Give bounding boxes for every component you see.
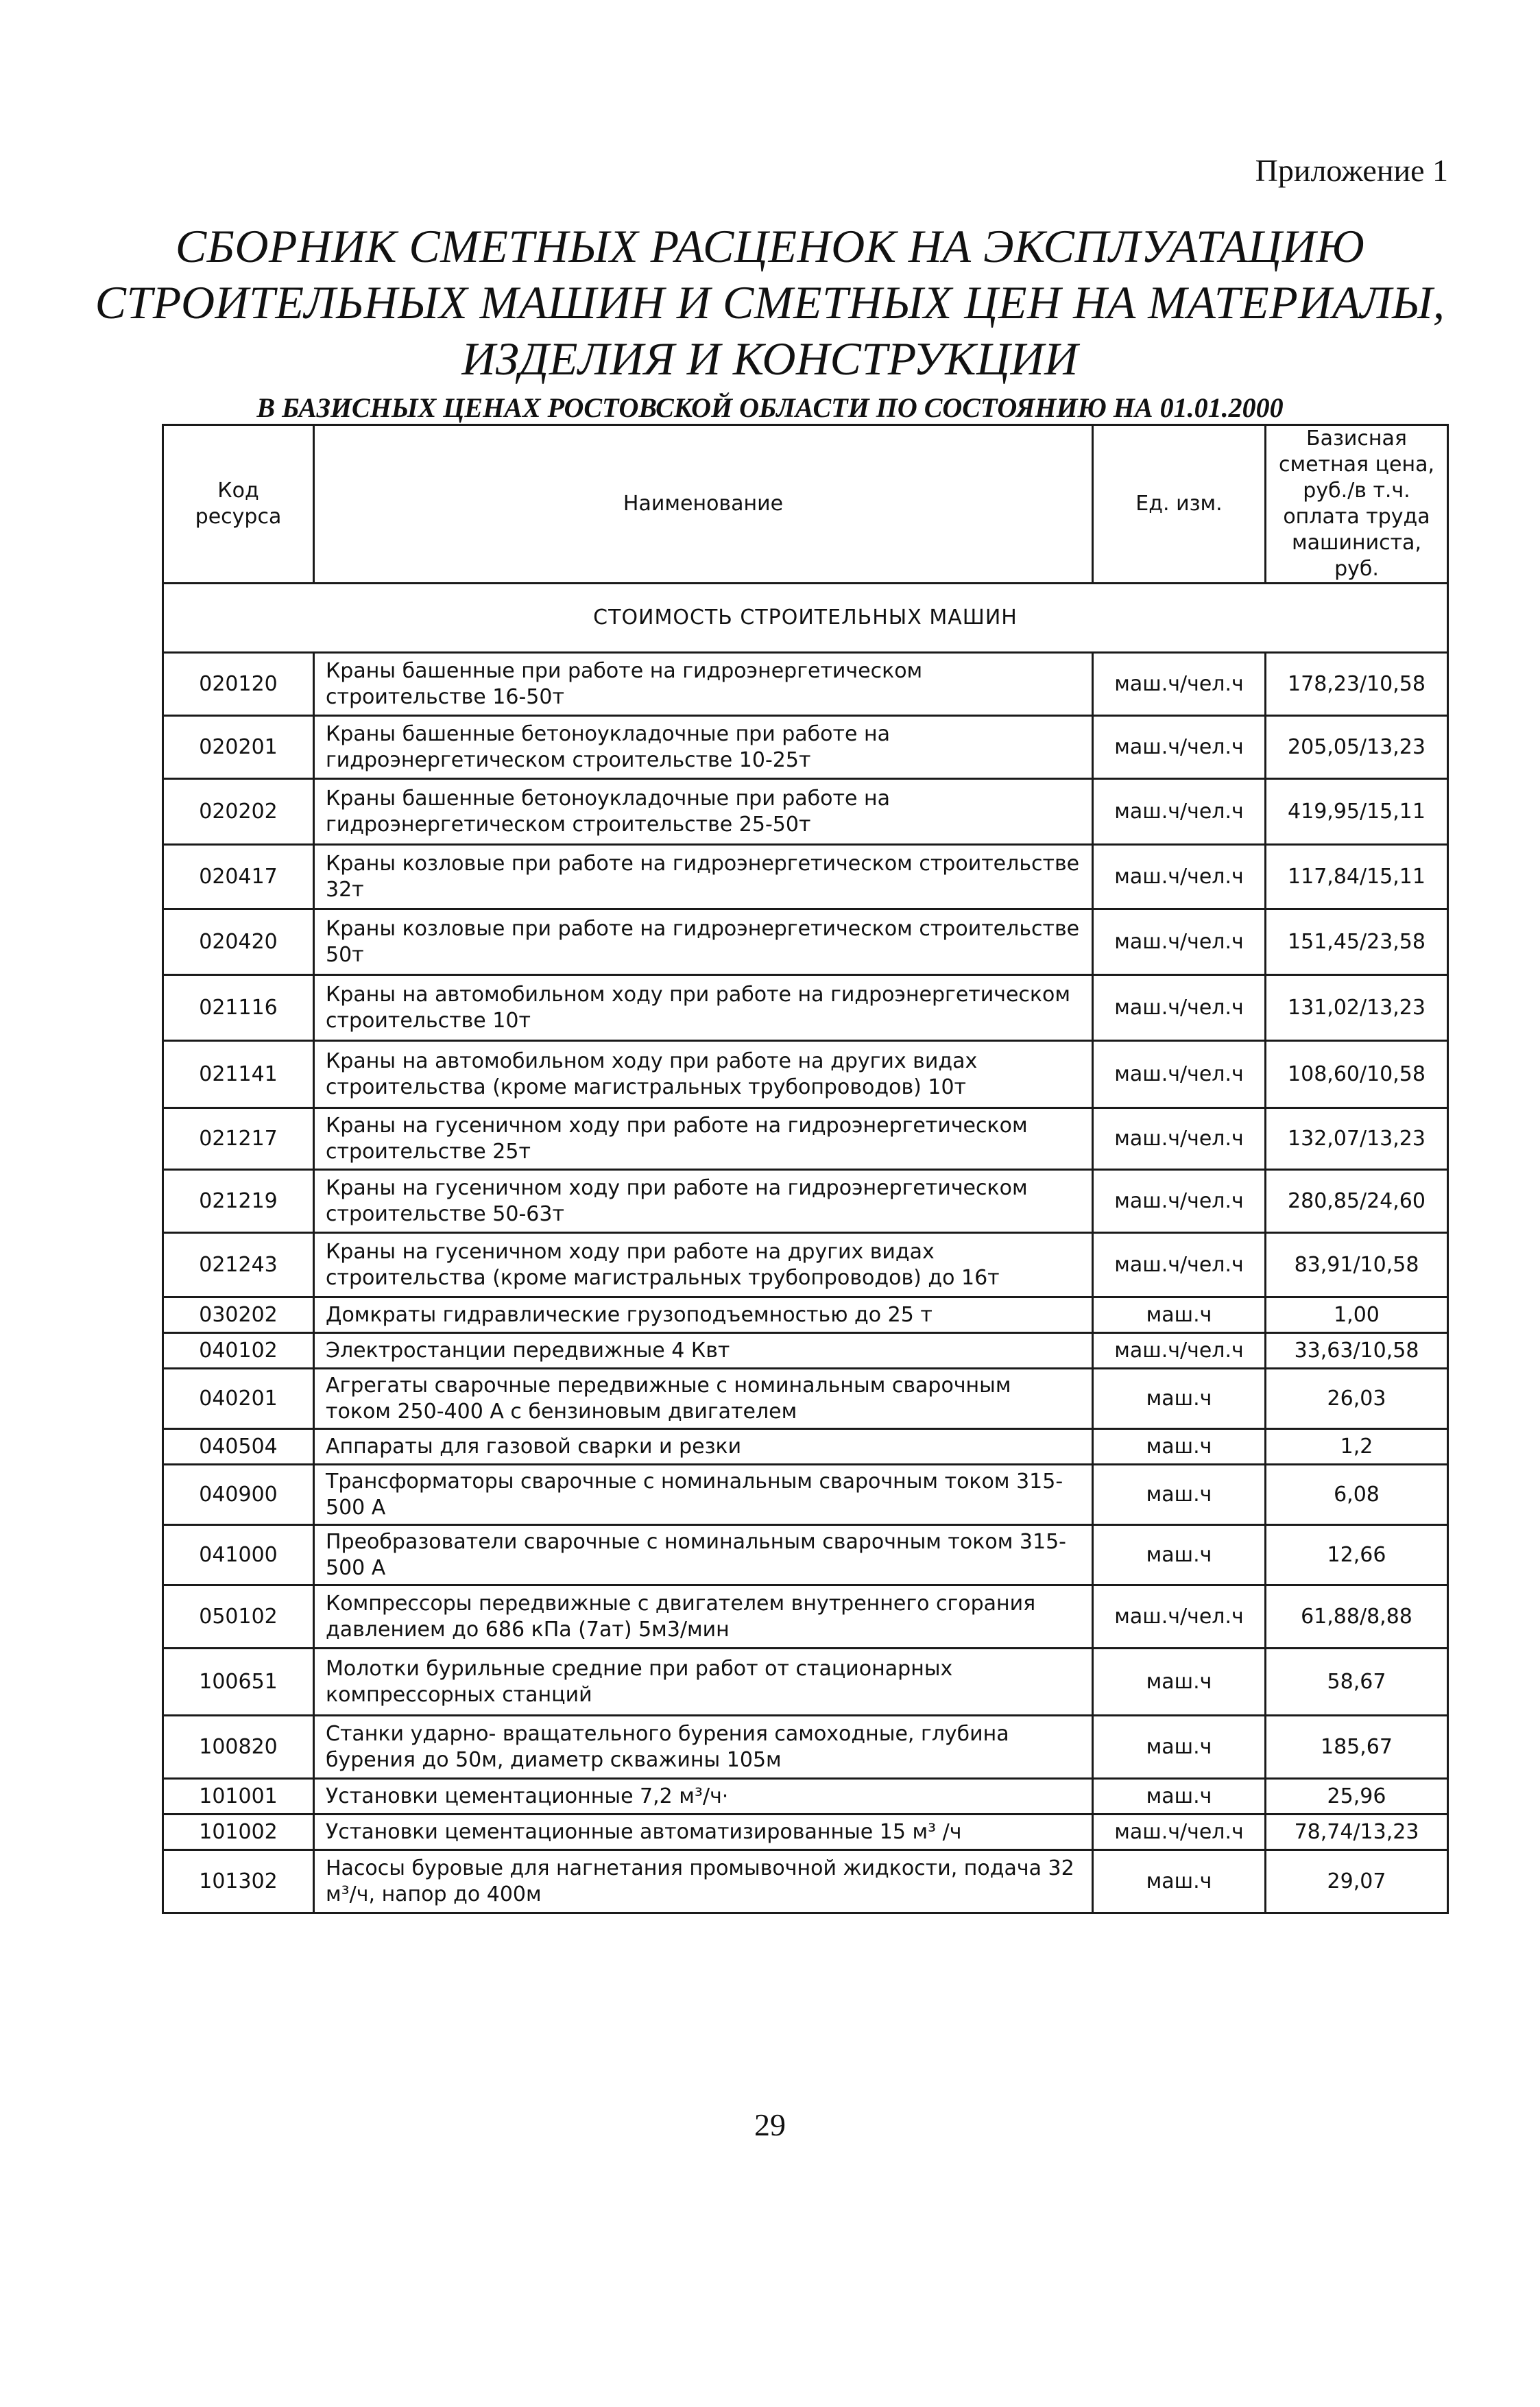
cell-price: 132,07/13,23 bbox=[1266, 1108, 1448, 1170]
cell-unit: маш.ч/чел.ч bbox=[1093, 1585, 1266, 1649]
table-row bbox=[163, 1465, 1448, 1525]
cell-code: 100651 bbox=[163, 1649, 314, 1716]
cell-code: 101001 bbox=[163, 1779, 314, 1815]
cell-code: 040900 bbox=[163, 1465, 314, 1525]
table-row bbox=[163, 1333, 1448, 1369]
table-row bbox=[163, 1649, 1448, 1716]
cell-unit: маш.ч/чел.ч bbox=[1093, 653, 1266, 716]
cell-price: 178,23/10,58 bbox=[1266, 653, 1448, 716]
cell-name: Краны на гусеничном ходу при работе на других видах строительства (кроме магистральных трубопроводов) до 16т bbox=[314, 1233, 1093, 1297]
cell-unit: маш.ч/чел.ч bbox=[1093, 1041, 1266, 1108]
cell-unit: маш.ч bbox=[1093, 1465, 1266, 1525]
section-title: СТОИМОСТЬ СТРОИТЕЛЬНЫХ МАШИН bbox=[163, 584, 1448, 653]
cell-unit: маш.ч bbox=[1093, 1779, 1266, 1815]
cell-code: 020120 bbox=[163, 653, 314, 716]
cell-code: 040102 bbox=[163, 1333, 314, 1369]
cell-name: Краны башенные бетоноукладочные при работе на гидроэнергетическом строительстве 10-25т bbox=[314, 716, 1093, 779]
page-number: 29 bbox=[754, 2107, 786, 2142]
cell-name: Краны на гусеничном ходу при работе на гидроэнергетическом строительстве 25т bbox=[314, 1108, 1093, 1170]
table-row bbox=[163, 1297, 1448, 1333]
cell-price: 1,00 bbox=[1266, 1297, 1448, 1333]
table-row bbox=[163, 1585, 1448, 1649]
title-block bbox=[0, 218, 1540, 429]
cell-price: 280,85/24,60 bbox=[1266, 1170, 1448, 1233]
cell-unit: маш.ч bbox=[1093, 1297, 1266, 1333]
cell-price: 6,08 bbox=[1266, 1465, 1448, 1525]
cell-name: Установки цементационные автоматизированные 15 м³ /ч bbox=[314, 1815, 1093, 1850]
cell-unit: маш.ч/чел.ч bbox=[1093, 975, 1266, 1041]
cell-unit: маш.ч bbox=[1093, 1850, 1266, 1913]
table-row bbox=[163, 653, 1448, 716]
cell-price: 61,88/8,88 bbox=[1266, 1585, 1448, 1649]
table-row bbox=[163, 845, 1448, 909]
table-row bbox=[163, 779, 1448, 845]
column-header-name: Наименование bbox=[314, 425, 1093, 584]
cell-name: Краны козловые при работе на гидроэнергетическом строительстве 50т bbox=[314, 909, 1093, 975]
table-header-row bbox=[163, 425, 1448, 584]
cell-code: 020201 bbox=[163, 716, 314, 779]
cell-name: Краны козловые при работе на гидроэнергетическом строительстве 32т bbox=[314, 845, 1093, 909]
column-header-price: Базисная сметная цена, руб./в т.ч. оплата труда машиниста, руб. bbox=[1266, 425, 1448, 584]
cell-price: 26,03 bbox=[1266, 1369, 1448, 1429]
table-row bbox=[163, 1779, 1448, 1815]
cell-unit: маш.ч/чел.ч bbox=[1093, 716, 1266, 779]
cell-code: 021217 bbox=[163, 1108, 314, 1170]
cell-code: 020202 bbox=[163, 779, 314, 845]
cell-price: 205,05/13,23 bbox=[1266, 716, 1448, 779]
cell-code: 021219 bbox=[163, 1170, 314, 1233]
cell-code: 101302 bbox=[163, 1850, 314, 1913]
cell-name: Краны на автомобильном ходу при работе на других видах строительства (кроме магистральных трубопроводов) 10т bbox=[314, 1041, 1093, 1108]
cell-price: 1,2 bbox=[1266, 1429, 1448, 1465]
cell-name: Краны на гусеничном ходу при работе на гидроэнергетическом строительстве 50-63т bbox=[314, 1170, 1093, 1233]
cell-unit: маш.ч/чел.ч bbox=[1093, 1170, 1266, 1233]
cell-name: Преобразователи сварочные с номинальным сварочным током 315-500 А bbox=[314, 1525, 1093, 1585]
cell-name: Молотки бурильные средние при работ от стационарных компрессорных станций bbox=[314, 1649, 1093, 1716]
cell-code: 030202 bbox=[163, 1297, 314, 1333]
cell-unit: маш.ч bbox=[1093, 1649, 1266, 1716]
table-row bbox=[163, 1041, 1448, 1108]
table-row bbox=[163, 1233, 1448, 1297]
cell-code: 021243 bbox=[163, 1233, 314, 1297]
cell-name: Компрессоры передвижные с двигателем внутреннего сгорания давлением до 686 кПа (7ат) 5м3/мин bbox=[314, 1585, 1093, 1649]
table-row bbox=[163, 1108, 1448, 1170]
table-row bbox=[163, 1369, 1448, 1429]
cell-name: Станки ударно- вращательного бурения самоходные, глубина бурения до 50м, диаметр скважины 105м bbox=[314, 1716, 1093, 1779]
cell-price: 419,95/15,11 bbox=[1266, 779, 1448, 845]
table-row bbox=[163, 1170, 1448, 1233]
table-row bbox=[163, 1850, 1448, 1913]
cell-price: 12,66 bbox=[1266, 1525, 1448, 1585]
cell-code: 040504 bbox=[163, 1429, 314, 1465]
subtitle: В БАЗИСНЫХ ЦЕНАХ РОСТОВСКОЙ ОБЛАСТИ ПО СОСТОЯНИЮ НА 01.01.2000 bbox=[256, 392, 1284, 423]
cell-unit: маш.ч bbox=[1093, 1525, 1266, 1585]
cell-unit: маш.ч/чел.ч bbox=[1093, 779, 1266, 845]
cell-unit: маш.ч/чел.ч bbox=[1093, 1815, 1266, 1850]
cell-name: Насосы буровые для нагнетания промывочной жидкости, подача 32 м³/ч, напор до 400м bbox=[314, 1850, 1093, 1913]
title-line-3: ИЗДЕЛИЯ И КОНСТРУКЦИИ bbox=[461, 333, 1079, 385]
cell-name: Электростанции передвижные 4 Квт bbox=[314, 1333, 1093, 1369]
cell-price: 25,96 bbox=[1266, 1779, 1448, 1815]
cell-price: 108,60/10,58 bbox=[1266, 1041, 1448, 1108]
title-line-2: СТРОИТЕЛЬНЫХ МАШИН И СМЕТНЫХ ЦЕН НА МАТЕРИАЛЫ, bbox=[95, 276, 1445, 328]
table-row bbox=[163, 1716, 1448, 1779]
cell-price: 131,02/13,23 bbox=[1266, 975, 1448, 1041]
cell-price: 58,67 bbox=[1266, 1649, 1448, 1716]
cell-price: 29,07 bbox=[1266, 1850, 1448, 1913]
cell-code: 041000 bbox=[163, 1525, 314, 1585]
cell-price: 78,74/13,23 bbox=[1266, 1815, 1448, 1850]
table-row bbox=[163, 716, 1448, 779]
cell-unit: маш.ч bbox=[1093, 1369, 1266, 1429]
table-row bbox=[163, 909, 1448, 975]
cell-price: 83,91/10,58 bbox=[1266, 1233, 1448, 1297]
cell-price: 33,63/10,58 bbox=[1266, 1333, 1448, 1369]
price-table bbox=[162, 424, 1449, 1914]
column-header-code: Код ресурса bbox=[163, 425, 314, 584]
cell-price: 151,45/23,58 bbox=[1266, 909, 1448, 975]
cell-code: 020420 bbox=[163, 909, 314, 975]
cell-name: Аппараты для газовой сварки и резки bbox=[314, 1429, 1093, 1465]
title-line-1: СБОРНИК СМЕТНЫХ РАСЦЕНОК НА ЭКСПЛУАТАЦИЮ bbox=[175, 220, 1365, 272]
cell-name: Установки цементационные 7,2 м³/ч· bbox=[314, 1779, 1093, 1815]
cell-unit: маш.ч/чел.ч bbox=[1093, 845, 1266, 909]
table-row bbox=[163, 1525, 1448, 1585]
cell-price: 117,84/15,11 bbox=[1266, 845, 1448, 909]
cell-code: 040201 bbox=[163, 1369, 314, 1429]
cell-unit: маш.ч/чел.ч bbox=[1093, 1333, 1266, 1369]
cell-name: Краны на автомобильном ходу при работе на гидроэнергетическом строительстве 10т bbox=[314, 975, 1093, 1041]
cell-name: Краны башенные при работе на гидроэнергетическом строительстве 16-50т bbox=[314, 653, 1093, 716]
cell-unit: маш.ч bbox=[1093, 1716, 1266, 1779]
cell-unit: маш.ч bbox=[1093, 1429, 1266, 1465]
cell-code: 020417 bbox=[163, 845, 314, 909]
cell-unit: маш.ч/чел.ч bbox=[1093, 1233, 1266, 1297]
cell-unit: маш.ч/чел.ч bbox=[1093, 1108, 1266, 1170]
appendix-label: Приложение 1 bbox=[1255, 153, 1448, 188]
column-header-unit: Ед. изм. bbox=[1093, 425, 1266, 584]
cell-code: 050102 bbox=[163, 1585, 314, 1649]
table-row bbox=[163, 1815, 1448, 1850]
cell-code: 101002 bbox=[163, 1815, 314, 1850]
cell-name: Краны башенные бетоноукладочные при работе на гидроэнергетическом строительстве 25-50т bbox=[314, 779, 1093, 845]
cell-price: 185,67 bbox=[1266, 1716, 1448, 1779]
table-row bbox=[163, 975, 1448, 1041]
table-row bbox=[163, 1429, 1448, 1465]
cell-code: 100820 bbox=[163, 1716, 314, 1779]
cell-name: Агрегаты сварочные передвижные с номинальным сварочным током 250-400 А с бензиновым двигателем bbox=[314, 1369, 1093, 1429]
cell-name: Трансформаторы сварочные с номинальным сварочным током 315-500 А bbox=[314, 1465, 1093, 1525]
cell-name: Домкраты гидравлические грузоподъемностью до 25 т bbox=[314, 1297, 1093, 1333]
section-row bbox=[163, 584, 1448, 653]
cell-code: 021141 bbox=[163, 1041, 314, 1108]
cell-code: 021116 bbox=[163, 975, 314, 1041]
cell-unit: маш.ч/чел.ч bbox=[1093, 909, 1266, 975]
